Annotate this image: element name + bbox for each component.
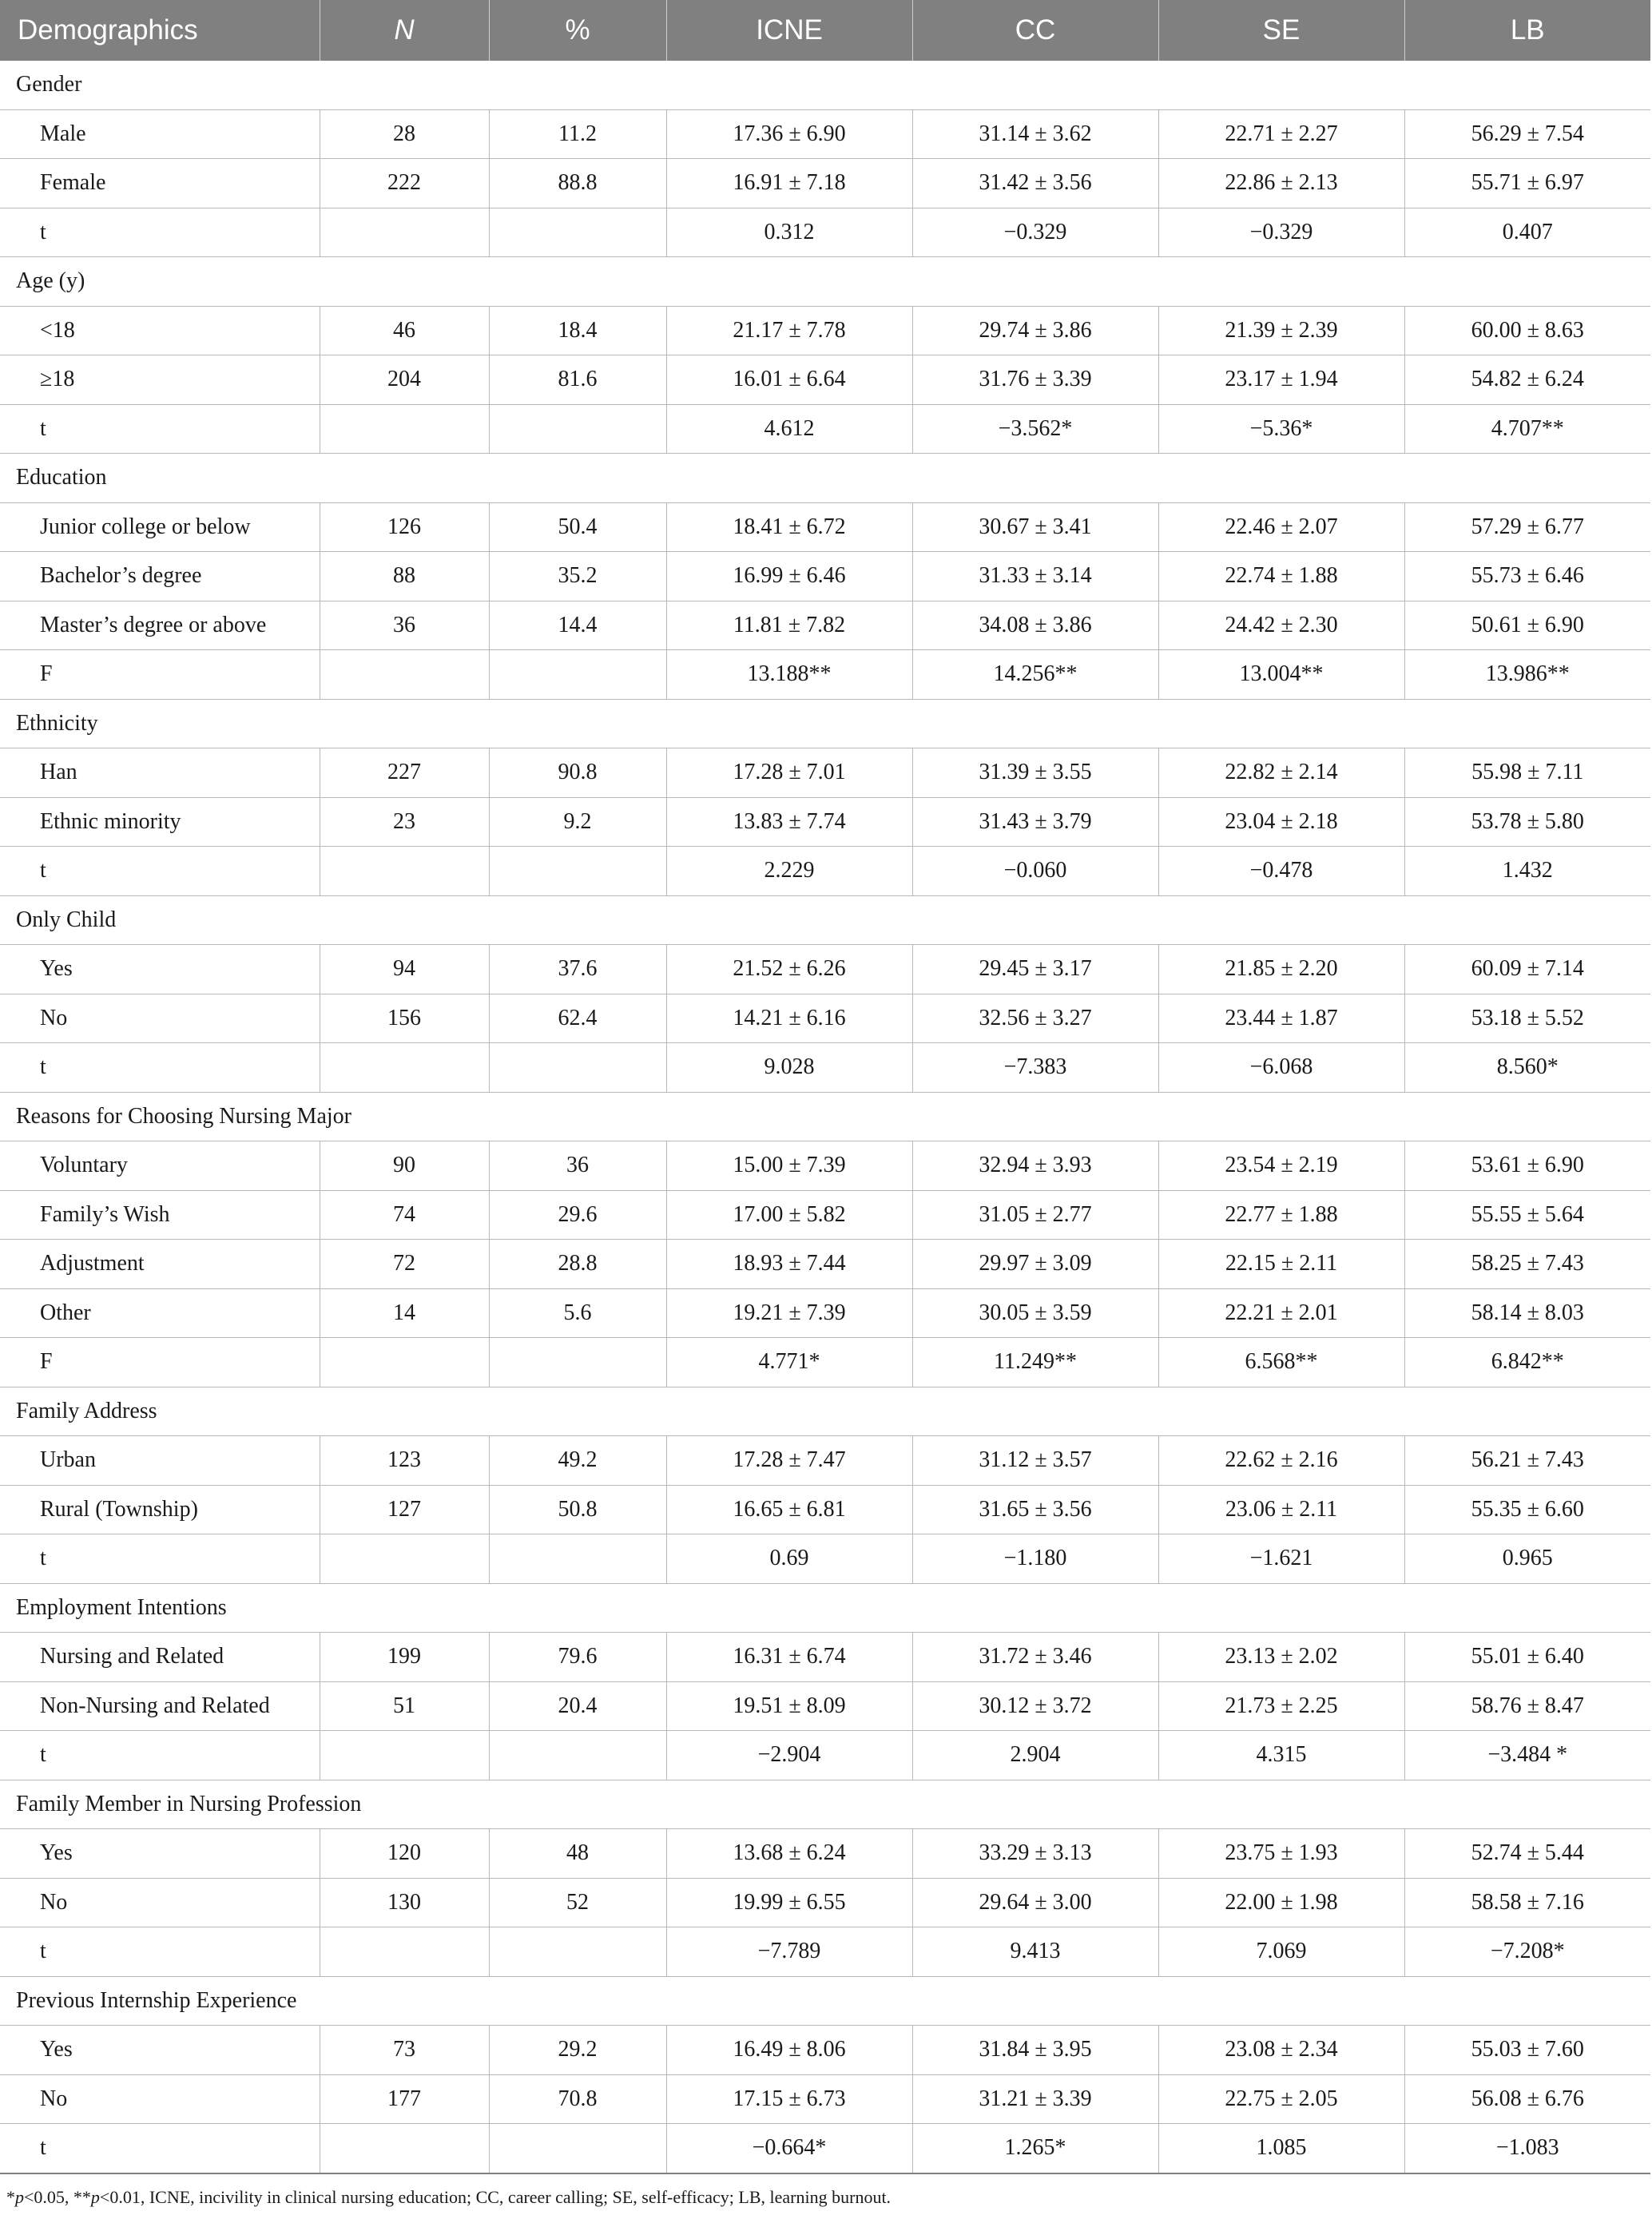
section-title: Previous Internship Experience (0, 1976, 1650, 2026)
cell-cc: −0.060 (912, 847, 1158, 896)
cell-n: 177 (320, 2074, 489, 2124)
footnote-significance: <0.05, ** (24, 2187, 91, 2207)
cell-lb: −3.484 * (1404, 1731, 1650, 1780)
cell-se: 22.74 ± 1.88 (1158, 552, 1404, 601)
cell-percent (489, 1534, 666, 1584)
cell-icne: 17.28 ± 7.47 (666, 1436, 912, 1486)
cell-lb: 55.55 ± 5.64 (1404, 1190, 1650, 1240)
cell-se: 23.04 ± 2.18 (1158, 797, 1404, 847)
cell-label: No (0, 2074, 320, 2124)
cell-cc: 9.413 (912, 1927, 1158, 1977)
cell-lb: 54.82 ± 6.24 (1404, 355, 1650, 405)
cell-cc: 2.904 (912, 1731, 1158, 1780)
section-row (0, 61, 1650, 109)
cell-se: 22.71 ± 2.27 (1158, 109, 1404, 159)
cell-se: 23.17 ± 1.94 (1158, 355, 1404, 405)
cell-se: 23.54 ± 2.19 (1158, 1141, 1404, 1191)
table-row (0, 847, 1650, 896)
cell-n (320, 208, 489, 257)
cell-se: 22.62 ± 2.16 (1158, 1436, 1404, 1486)
cell-percent: 28.8 (489, 1240, 666, 1289)
cell-lb: 53.18 ± 5.52 (1404, 994, 1650, 1043)
cell-cc: 29.45 ± 3.17 (912, 945, 1158, 994)
cell-n: 88 (320, 552, 489, 601)
table-row (0, 355, 1650, 405)
table-row (0, 1043, 1650, 1093)
cell-se: 23.13 ± 2.02 (1158, 1633, 1404, 1682)
cell-icne: 18.41 ± 6.72 (666, 502, 912, 552)
footnote-abbreviations: <0.01, ICNE, incivility in clinical nursing education; CC, career calling; SE, self-efficacy; LB, learning burnout. (99, 2187, 892, 2207)
section-row (0, 895, 1650, 945)
cell-n: 73 (320, 2026, 489, 2075)
footnote-p-symbol: p (15, 2187, 24, 2207)
cell-lb: 8.560* (1404, 1043, 1650, 1093)
cell-lb: 56.21 ± 7.43 (1404, 1436, 1650, 1486)
cell-se: 22.46 ± 2.07 (1158, 502, 1404, 552)
cell-n: 156 (320, 994, 489, 1043)
section-title: Reasons for Choosing Nursing Major (0, 1092, 1650, 1141)
cell-label: Non-Nursing and Related (0, 1681, 320, 1731)
cell-se: −6.068 (1158, 1043, 1404, 1093)
cell-percent (489, 650, 666, 700)
cell-icne: 0.312 (666, 208, 912, 257)
cell-lb: 55.01 ± 6.40 (1404, 1633, 1650, 1682)
cell-cc: −3.562* (912, 404, 1158, 454)
header-se: SE (1158, 0, 1404, 61)
cell-cc: 29.64 ± 3.00 (912, 1878, 1158, 1927)
section-row (0, 1092, 1650, 1141)
cell-se: 1.085 (1158, 2124, 1404, 2173)
cell-percent: 52 (489, 1878, 666, 1927)
cell-icne: 16.65 ± 6.81 (666, 1485, 912, 1534)
cell-label: Other (0, 1288, 320, 1338)
cell-n (320, 1927, 489, 1977)
cell-cc: −1.180 (912, 1534, 1158, 1584)
table-row (0, 1829, 1650, 1879)
cell-se: 21.39 ± 2.39 (1158, 306, 1404, 355)
cell-lb: 56.29 ± 7.54 (1404, 109, 1650, 159)
footnote-p-symbol: p (90, 2187, 100, 2207)
cell-label: Yes (0, 945, 320, 994)
cell-label: F (0, 1338, 320, 1387)
cell-label: Family’s Wish (0, 1190, 320, 1240)
cell-cc: 31.21 ± 3.39 (912, 2074, 1158, 2124)
table-header-row (0, 0, 1650, 61)
cell-icne: 14.21 ± 6.16 (666, 994, 912, 1043)
table-row (0, 1731, 1650, 1780)
cell-icne: 13.83 ± 7.74 (666, 797, 912, 847)
cell-cc: 32.94 ± 3.93 (912, 1141, 1158, 1191)
cell-icne: 17.00 ± 5.82 (666, 1190, 912, 1240)
cell-percent: 20.4 (489, 1681, 666, 1731)
cell-n: 28 (320, 109, 489, 159)
cell-se: 22.15 ± 2.11 (1158, 1240, 1404, 1289)
cell-label: t (0, 1731, 320, 1780)
cell-icne: 13.188** (666, 650, 912, 700)
cell-label: F (0, 650, 320, 700)
cell-lb: 58.76 ± 8.47 (1404, 1681, 1650, 1731)
cell-label: t (0, 847, 320, 896)
cell-cc: 33.29 ± 3.13 (912, 1829, 1158, 1879)
cell-label: Yes (0, 2026, 320, 2075)
cell-n: 74 (320, 1190, 489, 1240)
cell-se: 21.85 ± 2.20 (1158, 945, 1404, 994)
cell-percent: 11.2 (489, 109, 666, 159)
cell-lb: 57.29 ± 6.77 (1404, 502, 1650, 552)
cell-lb: 53.78 ± 5.80 (1404, 797, 1650, 847)
cell-lb: 4.707** (1404, 404, 1650, 454)
cell-label: t (0, 1534, 320, 1584)
cell-cc: 31.72 ± 3.46 (912, 1633, 1158, 1682)
table-row (0, 404, 1650, 454)
section-row (0, 1976, 1650, 2026)
table-row (0, 1240, 1650, 1289)
section-row (0, 1387, 1650, 1436)
cell-se: 22.77 ± 1.88 (1158, 1190, 1404, 1240)
cell-cc: 30.67 ± 3.41 (912, 502, 1158, 552)
section-title: Age (y) (0, 257, 1650, 307)
cell-se: 13.004** (1158, 650, 1404, 700)
cell-n (320, 1534, 489, 1584)
cell-percent (489, 1731, 666, 1780)
cell-icne: 19.99 ± 6.55 (666, 1878, 912, 1927)
table-row (0, 502, 1650, 552)
cell-cc: 31.05 ± 2.77 (912, 1190, 1158, 1240)
cell-label: Bachelor’s degree (0, 552, 320, 601)
cell-cc: 34.08 ± 3.86 (912, 601, 1158, 650)
cell-lb: 13.986** (1404, 650, 1650, 700)
cell-percent (489, 1927, 666, 1977)
cell-percent (489, 404, 666, 454)
cell-se: 23.08 ± 2.34 (1158, 2026, 1404, 2075)
table-row (0, 2074, 1650, 2124)
cell-label: Ethnic minority (0, 797, 320, 847)
table-row (0, 1485, 1650, 1534)
cell-n: 51 (320, 1681, 489, 1731)
cell-icne: 9.028 (666, 1043, 912, 1093)
cell-cc: 31.33 ± 3.14 (912, 552, 1158, 601)
cell-lb: 1.432 (1404, 847, 1650, 896)
cell-cc: 31.84 ± 3.95 (912, 2026, 1158, 2075)
table-row (0, 1190, 1650, 1240)
cell-label: t (0, 2124, 320, 2173)
cell-icne: 4.771* (666, 1338, 912, 1387)
section-title: Only Child (0, 895, 1650, 945)
table-row (0, 109, 1650, 159)
cell-se: 23.75 ± 1.93 (1158, 1829, 1404, 1879)
cell-lb: 6.842** (1404, 1338, 1650, 1387)
cell-n: 227 (320, 748, 489, 798)
cell-n (320, 1731, 489, 1780)
table-body (0, 61, 1650, 2173)
cell-icne: 16.49 ± 8.06 (666, 2026, 912, 2075)
cell-lb: 55.73 ± 6.46 (1404, 552, 1650, 601)
cell-lb: 55.35 ± 6.60 (1404, 1485, 1650, 1534)
cell-n (320, 404, 489, 454)
cell-se: 23.44 ± 1.87 (1158, 994, 1404, 1043)
cell-n: 126 (320, 502, 489, 552)
cell-lb: 56.08 ± 6.76 (1404, 2074, 1650, 2124)
cell-icne: 4.612 (666, 404, 912, 454)
table-row (0, 748, 1650, 798)
cell-label: Master’s degree or above (0, 601, 320, 650)
cell-n: 90 (320, 1141, 489, 1191)
table-row (0, 1681, 1650, 1731)
section-title: Family Member in Nursing Profession (0, 1780, 1650, 1829)
table-row (0, 1927, 1650, 1977)
cell-cc: 31.42 ± 3.56 (912, 159, 1158, 208)
cell-cc: 30.05 ± 3.59 (912, 1288, 1158, 1338)
cell-lb: 58.58 ± 7.16 (1404, 1878, 1650, 1927)
cell-percent (489, 208, 666, 257)
cell-icne: 17.15 ± 6.73 (666, 2074, 912, 2124)
cell-n: 123 (320, 1436, 489, 1486)
cell-percent: 14.4 (489, 601, 666, 650)
section-title: Gender (0, 61, 1650, 109)
table-row (0, 945, 1650, 994)
cell-lb: 55.98 ± 7.11 (1404, 748, 1650, 798)
cell-cc: 31.43 ± 3.79 (912, 797, 1158, 847)
cell-se: −0.478 (1158, 847, 1404, 896)
cell-icne: 16.99 ± 6.46 (666, 552, 912, 601)
cell-label: No (0, 1878, 320, 1927)
table-row (0, 1878, 1650, 1927)
cell-label: Nursing and Related (0, 1633, 320, 1682)
cell-icne: 21.52 ± 6.26 (666, 945, 912, 994)
header-cc: CC (912, 0, 1158, 61)
cell-label: t (0, 1927, 320, 1977)
cell-percent (489, 847, 666, 896)
cell-n (320, 2124, 489, 2173)
cell-cc: 31.76 ± 3.39 (912, 355, 1158, 405)
cell-n (320, 1338, 489, 1387)
cell-icne: −0.664* (666, 2124, 912, 2173)
cell-percent: 50.4 (489, 502, 666, 552)
cell-icne: 13.68 ± 6.24 (666, 1829, 912, 1879)
cell-se: 22.82 ± 2.14 (1158, 748, 1404, 798)
cell-n: 120 (320, 1829, 489, 1879)
cell-cc: 32.56 ± 3.27 (912, 994, 1158, 1043)
cell-lb: 60.00 ± 8.63 (1404, 306, 1650, 355)
cell-icne: 15.00 ± 7.39 (666, 1141, 912, 1191)
cell-n: 14 (320, 1288, 489, 1338)
table-row (0, 1338, 1650, 1387)
cell-lb: −1.083 (1404, 2124, 1650, 2173)
section-title: Family Address (0, 1387, 1650, 1436)
cell-label: t (0, 208, 320, 257)
cell-n: 72 (320, 1240, 489, 1289)
table-row (0, 2124, 1650, 2173)
cell-icne: 16.31 ± 6.74 (666, 1633, 912, 1682)
cell-se: 22.75 ± 2.05 (1158, 2074, 1404, 2124)
cell-se: 22.00 ± 1.98 (1158, 1878, 1404, 1927)
cell-label: Junior college or below (0, 502, 320, 552)
cell-label: Adjustment (0, 1240, 320, 1289)
cell-lb: −7.208* (1404, 1927, 1650, 1977)
cell-label: No (0, 994, 320, 1043)
cell-lb: 50.61 ± 6.90 (1404, 601, 1650, 650)
cell-n: 36 (320, 601, 489, 650)
section-row (0, 1780, 1650, 1829)
cell-percent: 50.8 (489, 1485, 666, 1534)
cell-cc: −7.383 (912, 1043, 1158, 1093)
cell-label: Voluntary (0, 1141, 320, 1191)
cell-percent (489, 1043, 666, 1093)
cell-percent: 35.2 (489, 552, 666, 601)
cell-icne: 19.51 ± 8.09 (666, 1681, 912, 1731)
cell-label: Urban (0, 1436, 320, 1486)
cell-se: 22.86 ± 2.13 (1158, 159, 1404, 208)
cell-cc: 11.249** (912, 1338, 1158, 1387)
cell-n: 204 (320, 355, 489, 405)
cell-lb: 0.407 (1404, 208, 1650, 257)
footnote-star: * (6, 2187, 15, 2207)
cell-icne: 11.81 ± 7.82 (666, 601, 912, 650)
table-row (0, 650, 1650, 700)
cell-label: ≥18 (0, 355, 320, 405)
cell-percent: 70.8 (489, 2074, 666, 2124)
cell-percent (489, 2124, 666, 2173)
section-row (0, 257, 1650, 307)
cell-lb: 55.71 ± 6.97 (1404, 159, 1650, 208)
cell-percent: 18.4 (489, 306, 666, 355)
cell-percent: 29.6 (489, 1190, 666, 1240)
cell-icne: 18.93 ± 7.44 (666, 1240, 912, 1289)
header-percent: % (489, 0, 666, 61)
cell-se: 21.73 ± 2.25 (1158, 1681, 1404, 1731)
table-row (0, 1633, 1650, 1682)
cell-percent (489, 1338, 666, 1387)
cell-percent: 62.4 (489, 994, 666, 1043)
table-row (0, 797, 1650, 847)
section-title: Ethnicity (0, 699, 1650, 748)
cell-icne: 19.21 ± 7.39 (666, 1288, 912, 1338)
cell-n (320, 1043, 489, 1093)
cell-n (320, 650, 489, 700)
cell-icne: 0.69 (666, 1534, 912, 1584)
cell-icne: 16.01 ± 6.64 (666, 355, 912, 405)
cell-se: 4.315 (1158, 1731, 1404, 1780)
cell-percent: 81.6 (489, 355, 666, 405)
cell-se: 6.568** (1158, 1338, 1404, 1387)
cell-se: 22.21 ± 2.01 (1158, 1288, 1404, 1338)
cell-label: <18 (0, 306, 320, 355)
table-row (0, 1288, 1650, 1338)
table-footnote (6, 2187, 891, 2208)
cell-cc: −0.329 (912, 208, 1158, 257)
section-title: Education (0, 454, 1650, 503)
table-row (0, 601, 1650, 650)
header-demographics: Demographics (0, 0, 320, 61)
cell-label: t (0, 404, 320, 454)
cell-n: 94 (320, 945, 489, 994)
cell-cc: 31.39 ± 3.55 (912, 748, 1158, 798)
cell-cc: 30.12 ± 3.72 (912, 1681, 1158, 1731)
cell-n (320, 847, 489, 896)
cell-lb: 0.965 (1404, 1534, 1650, 1584)
cell-se: −5.36* (1158, 404, 1404, 454)
table-row (0, 306, 1650, 355)
cell-icne: 21.17 ± 7.78 (666, 306, 912, 355)
cell-percent: 88.8 (489, 159, 666, 208)
cell-lb: 58.14 ± 8.03 (1404, 1288, 1650, 1338)
cell-cc: 31.65 ± 3.56 (912, 1485, 1158, 1534)
cell-se: 23.06 ± 2.11 (1158, 1485, 1404, 1534)
header-n: N (320, 0, 489, 61)
cell-lb: 55.03 ± 7.60 (1404, 2026, 1650, 2075)
cell-label: Male (0, 109, 320, 159)
cell-n: 222 (320, 159, 489, 208)
cell-cc: 29.74 ± 3.86 (912, 306, 1158, 355)
cell-icne: 2.229 (666, 847, 912, 896)
table-row (0, 994, 1650, 1043)
section-title: Employment Intentions (0, 1583, 1650, 1633)
cell-se: 24.42 ± 2.30 (1158, 601, 1404, 650)
table-row (0, 1141, 1650, 1191)
cell-label: Han (0, 748, 320, 798)
cell-label: Rural (Township) (0, 1485, 320, 1534)
cell-lb: 58.25 ± 7.43 (1404, 1240, 1650, 1289)
cell-icne: 16.91 ± 7.18 (666, 159, 912, 208)
header-icne: ICNE (666, 0, 912, 61)
cell-icne: 17.28 ± 7.01 (666, 748, 912, 798)
table-row (0, 552, 1650, 601)
table-row (0, 1534, 1650, 1584)
cell-label: Female (0, 159, 320, 208)
cell-n: 130 (320, 1878, 489, 1927)
cell-icne: 17.36 ± 6.90 (666, 109, 912, 159)
table-row (0, 159, 1650, 208)
cell-icne: −2.904 (666, 1731, 912, 1780)
table-row (0, 1436, 1650, 1486)
cell-label: Yes (0, 1829, 320, 1879)
cell-percent: 9.2 (489, 797, 666, 847)
cell-lb: 52.74 ± 5.44 (1404, 1829, 1650, 1879)
cell-cc: 14.256** (912, 650, 1158, 700)
section-row (0, 699, 1650, 748)
cell-se: −1.621 (1158, 1534, 1404, 1584)
cell-percent: 48 (489, 1829, 666, 1879)
cell-lb: 60.09 ± 7.14 (1404, 945, 1650, 994)
cell-label: t (0, 1043, 320, 1093)
cell-percent: 36 (489, 1141, 666, 1191)
section-row (0, 1583, 1650, 1633)
cell-n: 127 (320, 1485, 489, 1534)
cell-cc: 29.97 ± 3.09 (912, 1240, 1158, 1289)
table-row (0, 208, 1650, 257)
cell-percent: 79.6 (489, 1633, 666, 1682)
cell-percent: 5.6 (489, 1288, 666, 1338)
cell-se: −0.329 (1158, 208, 1404, 257)
cell-lb: 53.61 ± 6.90 (1404, 1141, 1650, 1191)
cell-percent: 49.2 (489, 1436, 666, 1486)
cell-icne: −7.789 (666, 1927, 912, 1977)
cell-n: 199 (320, 1633, 489, 1682)
cell-n: 46 (320, 306, 489, 355)
cell-n: 23 (320, 797, 489, 847)
table-row (0, 2026, 1650, 2075)
cell-cc: 31.12 ± 3.57 (912, 1436, 1158, 1486)
cell-percent: 90.8 (489, 748, 666, 798)
section-row (0, 454, 1650, 503)
header-lb: LB (1404, 0, 1650, 61)
cell-cc: 31.14 ± 3.62 (912, 109, 1158, 159)
cell-se: 7.069 (1158, 1927, 1404, 1977)
cell-percent: 29.2 (489, 2026, 666, 2075)
cell-cc: 1.265* (912, 2124, 1158, 2173)
cell-percent: 37.6 (489, 945, 666, 994)
